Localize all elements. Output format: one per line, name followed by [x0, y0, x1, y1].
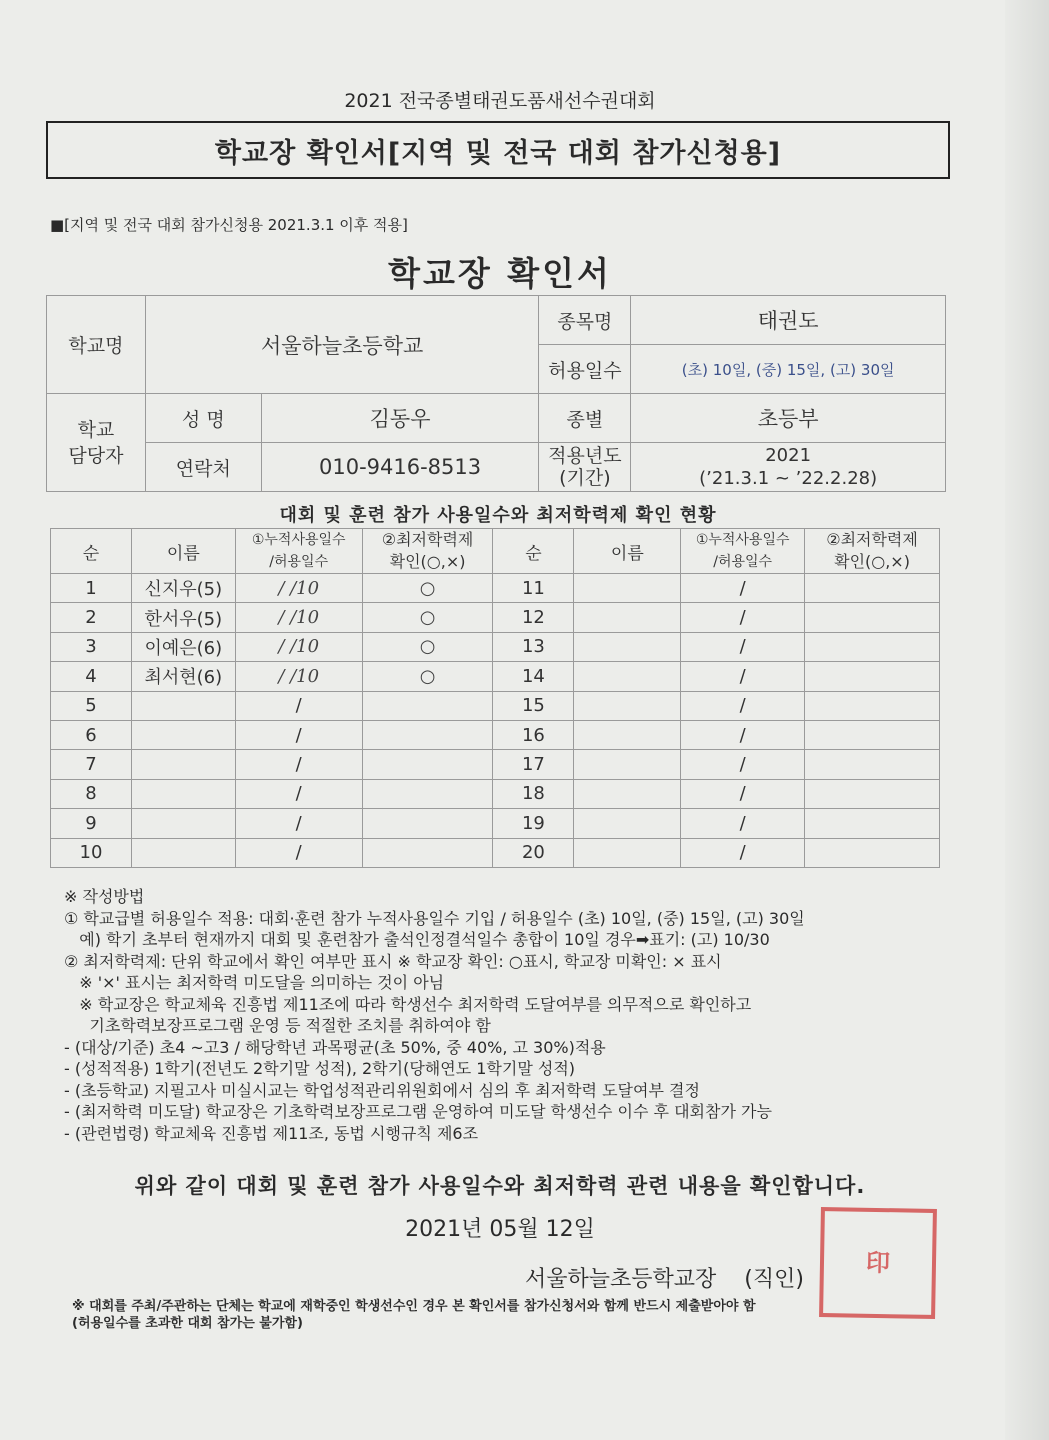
- athlete-name: [574, 779, 681, 808]
- used-days: /: [235, 720, 362, 749]
- academic-confirm-mark: [805, 603, 940, 632]
- instruction-line: ※ 학교장은 학교체육 진흥법 제11조에 따라 학생선수 최저학력 도달여부를 의무적으로 확인하고: [64, 994, 752, 1014]
- document-title: 학교장 확인서: [388, 254, 612, 293]
- table-row: [51, 720, 940, 749]
- row-number: 9: [51, 809, 132, 838]
- academic-confirm-mark: [805, 838, 940, 867]
- academic-confirm-mark: [362, 750, 493, 779]
- table-row: [51, 779, 940, 808]
- header-no: 순: [493, 529, 574, 574]
- academic-confirm-mark: [362, 779, 493, 808]
- table-row: [51, 574, 940, 603]
- academic-confirm-mark: [805, 720, 940, 749]
- used-days: /: [681, 574, 805, 603]
- athlete-name: [131, 838, 235, 867]
- form-title-box: 학교장 확인서[지역 및 전국 대회 참가신청용]: [46, 121, 950, 179]
- event-label: 종목명: [539, 296, 631, 345]
- academic-confirm-mark: [362, 691, 493, 720]
- athlete-roster-table: [50, 528, 940, 868]
- row-number: 13: [493, 632, 574, 661]
- contact-value: 010-9416-8513: [261, 443, 539, 492]
- table-row: [51, 632, 940, 661]
- issue-date: 2021년 05월 12일: [405, 1217, 595, 1242]
- used-days: /: [235, 691, 362, 720]
- header-days: ①누적사용일수 /허용일수: [681, 529, 805, 574]
- instruction-line: ① 학교급별 허용일수 적용: 대회·훈련 참가 누적사용일수 기입 / 허용일수 (초) 10일, (중) 15일, (고) 30일: [64, 908, 805, 928]
- row-number: 17: [493, 750, 574, 779]
- header-confirm: ②최저학력제 확인(○,×): [805, 529, 940, 574]
- row-number: 7: [51, 750, 132, 779]
- athlete-name: [574, 809, 681, 838]
- instructions-block: [64, 886, 805, 1144]
- closing-statement: 위와 같이 대회 및 훈련 참가 사용일수와 최저학력 관련 내용을 확인합니다.: [134, 1174, 866, 1198]
- used-days: /: [681, 720, 805, 749]
- table-row: [51, 662, 940, 691]
- row-number: 5: [51, 691, 132, 720]
- header-name: 이름: [131, 529, 235, 574]
- athlete-name: [574, 750, 681, 779]
- used-days: /: [235, 779, 362, 808]
- row-number: 8: [51, 779, 132, 808]
- footnote-line: ※ 대회를 주최/주관하는 단체는 학교에 재학중인 학생선수인 경우 본 확인서를 참가신청서와 함께 반드시 제출받아야 함: [72, 1299, 756, 1314]
- academic-confirm-mark: [362, 720, 493, 749]
- official-seal-stamp: [819, 1207, 937, 1319]
- row-number: 3: [51, 632, 132, 661]
- academic-confirm-mark: ○: [362, 662, 493, 691]
- athlete-name: [574, 720, 681, 749]
- used-days: /: [681, 838, 805, 867]
- header-days: ①누적사용일수 /허용일수: [235, 529, 362, 574]
- used-days: /: [681, 632, 805, 661]
- athlete-name: 이예은(6): [131, 632, 235, 661]
- row-number: 10: [51, 838, 132, 867]
- academic-confirm-mark: [362, 838, 493, 867]
- header-name: 이름: [574, 529, 681, 574]
- athlete-name: [574, 574, 681, 603]
- athlete-name: [131, 691, 235, 720]
- division-label: 종별: [539, 394, 631, 443]
- header-confirm: ②최저학력제 확인(○,×): [362, 529, 493, 574]
- athlete-name: [574, 632, 681, 661]
- used-days: /: [681, 603, 805, 632]
- athlete-name: 신지우(5): [131, 574, 235, 603]
- academic-confirm-mark: ○: [362, 574, 493, 603]
- row-number: 12: [493, 603, 574, 632]
- school-name-value: 서울하늘초등학교: [145, 296, 539, 394]
- principal-signature-line: 서울하늘초등학교장 (직인): [525, 1267, 804, 1292]
- athlete-name: [574, 838, 681, 867]
- academic-confirm-mark: [805, 691, 940, 720]
- used-days: /: [681, 750, 805, 779]
- used-days: /: [235, 809, 362, 838]
- instruction-line: 예) 학기 초부터 현재까지 대회 및 훈련참가 출석인정결석일수 총합이 10일 경우➡표기: (고) 10/30: [64, 930, 770, 949]
- table-row: [51, 838, 940, 867]
- row-number: 14: [493, 662, 574, 691]
- used-days: /: [681, 691, 805, 720]
- academic-confirm-mark: [805, 750, 940, 779]
- instruction-line: - (초등학교) 지필고사 미실시교는 학업성적관리위원회에서 심의 후 최저학력 도달여부 결정: [64, 1080, 700, 1100]
- athlete-name: [574, 603, 681, 632]
- staff-name-value: 김동우: [261, 394, 539, 443]
- staff-name-label: 성 명: [145, 394, 261, 443]
- instruction-line: - (성적적용) 1학기(전년도 2학기말 성적), 2학기(당해연도 1학기말 성적): [64, 1059, 576, 1078]
- used-days: / /10: [235, 662, 362, 691]
- allowed-days-label: 허용일수: [539, 345, 631, 394]
- used-days: /: [235, 838, 362, 867]
- header-no: 순: [51, 529, 132, 574]
- instruction-line: - (대상/기준) 초4 ~고3 / 해당학년 과목평균(초 50%, 중 40%, 고 30%)적용: [64, 1037, 606, 1057]
- table-row: [51, 691, 940, 720]
- row-number: 20: [493, 838, 574, 867]
- used-days: /: [681, 809, 805, 838]
- instruction-line: ※ 작성방법: [64, 887, 145, 906]
- allowed-days-value: (초) 10일, (중) 15일, (고) 30일: [631, 345, 946, 394]
- staff-label: 학교 담당자: [47, 394, 146, 492]
- row-number: 6: [51, 720, 132, 749]
- academic-confirm-mark: [805, 809, 940, 838]
- used-days: / /10: [235, 603, 362, 632]
- instruction-line: - (관련법령) 학교체육 진흥법 제11조, 동법 시행규칙 제6조: [64, 1123, 479, 1143]
- academic-confirm-mark: [362, 809, 493, 838]
- period-label: 적용년도 (기간): [539, 443, 631, 492]
- footnote: [72, 1298, 756, 1332]
- row-number: 19: [493, 809, 574, 838]
- row-number: 18: [493, 779, 574, 808]
- used-days: /: [681, 779, 805, 808]
- seal-glyph: 印: [865, 1248, 891, 1278]
- event-value: 태권도: [631, 296, 946, 345]
- row-number: 2: [51, 603, 132, 632]
- athlete-name: [131, 809, 235, 838]
- table-row: [51, 809, 940, 838]
- instruction-line: 기초학력보장프로그램 운영 등 적절한 조치를 취하여야 함: [64, 1016, 491, 1035]
- academic-confirm-mark: [805, 779, 940, 808]
- instruction-line: - (최저학력 미도달) 학교장은 기초학력보장프로그램 운영하여 미도달 학생선수 이수 후 대회참가 가능: [64, 1102, 772, 1121]
- athlete-name: [574, 691, 681, 720]
- school-info-table: [46, 295, 946, 492]
- used-days: / /10: [235, 574, 362, 603]
- used-days: /: [235, 750, 362, 779]
- row-number: 15: [493, 691, 574, 720]
- academic-confirm-mark: ○: [362, 632, 493, 661]
- athlete-name: [131, 720, 235, 749]
- footnote-line: (허용일수를 초과한 대회 참가는 불가함): [72, 1316, 303, 1331]
- row-number: 16: [493, 720, 574, 749]
- row-number: 4: [51, 662, 132, 691]
- period-value: 2021 (’21.3.1 ~ ’22.2.28): [631, 443, 946, 492]
- event-title: 2021 전국종별태권도품새선수권대회: [344, 90, 656, 112]
- school-name-label: 학교명: [47, 296, 146, 394]
- athlete-name: [131, 779, 235, 808]
- athlete-name: [574, 662, 681, 691]
- page-edge-shadow: [1005, 0, 1049, 1440]
- table-row: [51, 750, 940, 779]
- row-number: 1: [51, 574, 132, 603]
- athlete-name: [131, 750, 235, 779]
- used-days: /: [681, 662, 805, 691]
- contact-label: 연락처: [145, 443, 261, 492]
- academic-confirm-mark: [805, 574, 940, 603]
- academic-confirm-mark: ○: [362, 603, 493, 632]
- athlete-name: 한서우(5): [131, 603, 235, 632]
- instruction-line: ※ '×' 표시는 최저학력 미도달을 의미하는 것이 아님: [64, 973, 445, 992]
- used-days: / /10: [235, 632, 362, 661]
- table-row: [51, 603, 940, 632]
- table-subtitle: 대회 및 훈련 참가 사용일수와 최저학력제 확인 현황: [279, 505, 717, 526]
- row-number: 11: [493, 574, 574, 603]
- athlete-name: 최서현(6): [131, 662, 235, 691]
- applies-note: ■[지역 및 전국 대회 참가신청용 2021.3.1 이후 적용]: [50, 216, 408, 234]
- instruction-line: ② 최저학력제: 단위 학교에서 확인 여부만 표시 ※ 학교장 확인: ○표시, 학교장 미확인: × 표시: [64, 951, 722, 971]
- division-value: 초등부: [631, 394, 946, 443]
- academic-confirm-mark: [805, 662, 940, 691]
- academic-confirm-mark: [805, 632, 940, 661]
